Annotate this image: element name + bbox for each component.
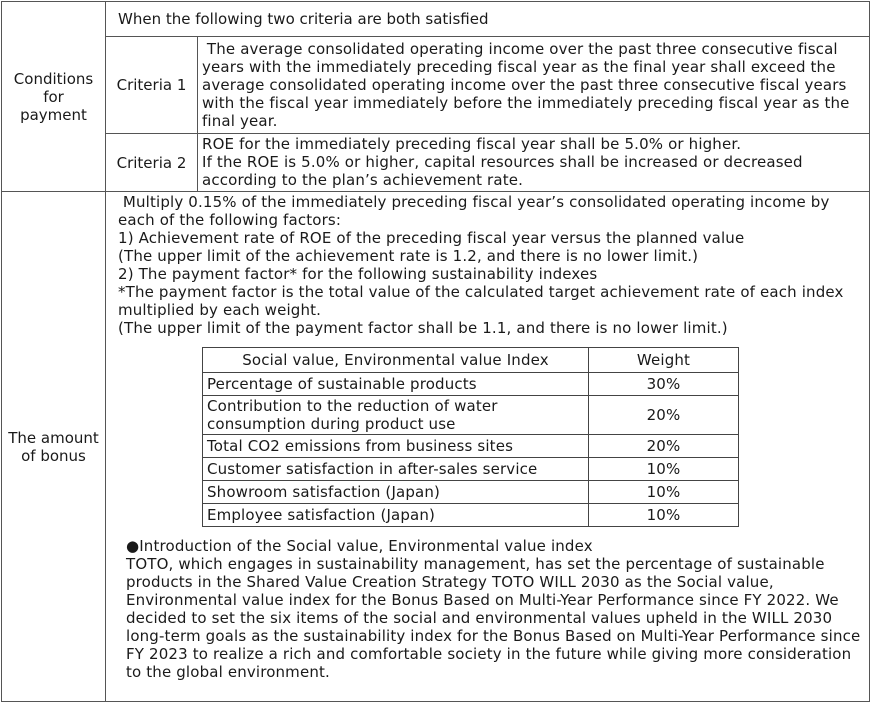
main-table	[1, 1, 870, 702]
bonus-paragraph: Multiply 0.15% of the immediately preceding fiscal year’s consolidated operating income by each of the following factors:	[118, 193, 835, 229]
table-row	[203, 504, 739, 527]
index-cell: Employee satisfaction (Japan)	[203, 504, 589, 527]
criteria-2-line: ROE for the immediately preceding fiscal year shall be 5.0% or higher.	[202, 135, 742, 153]
weight-cell: 20%	[589, 435, 739, 458]
table-row	[203, 458, 739, 481]
index-cell: Showroom satisfaction (Japan)	[203, 481, 589, 504]
bonus-row	[2, 192, 870, 702]
weight-cell: 10%	[589, 481, 739, 504]
conditions-label-cell	[2, 2, 106, 192]
criteria-2-text	[198, 134, 870, 192]
bonus-paragraph: *The payment factor is the total value of the calculated target achievement rate of each index multiplied by each weight.	[118, 283, 844, 319]
bonus-label-line: The amount	[8, 428, 99, 447]
conditions-intro-row	[2, 2, 870, 37]
weight-cell: 30%	[589, 373, 739, 396]
criteria-1-label: Criteria 1	[106, 37, 198, 134]
weight-cell: 20%	[589, 396, 739, 435]
criteria-2-line: If the ROE is 5.0% or higher, capital resources shall be increased or decreased according to the plan’s achievement rate.	[202, 153, 803, 189]
table-row	[203, 481, 739, 504]
bonus-conditions-document	[1, 1, 869, 705]
conditions-intro: When the following two criteria are both satisfied	[106, 2, 870, 37]
bonus-label-line: of bonus	[21, 446, 86, 465]
conditions-label-line: payment	[20, 105, 87, 124]
index-cell: Percentage of sustainable products	[203, 373, 589, 396]
criteria-2-label: Criteria 2	[106, 134, 198, 192]
bonus-paragraph: (The upper limit of the payment factor shall be 1.1, and there is no lower limit.)	[118, 319, 728, 337]
weights-header-row	[203, 348, 739, 373]
intro-text: TOTO, which engages in sustainability management, has set the percentage of sustainable products in the Shared Value Creation Strategy TOTO WILL 2030 as the Social value, Environmental value index for the Bonus Based on Multi-Year Performance since FY 2022. We decided to set the six items of the social and environmental values upheld in the WILL 2030 long-term goals as the sustainability index for the Bonus Based on Multi-Year Performance since FY 2023 to realize a rich and comfortable society in the future while giving more consideration to the global environment.	[126, 555, 861, 681]
weights-table	[202, 347, 739, 527]
table-row	[203, 396, 739, 435]
table-row	[203, 435, 739, 458]
conditions-label-line: Conditions	[13, 69, 94, 88]
weight-cell: 10%	[589, 504, 739, 527]
weight-cell: 10%	[589, 458, 739, 481]
index-cell: Total CO2 emissions from business sites	[203, 435, 589, 458]
bonus-paragraph: 2) The payment factor* for the following sustainability indexes	[118, 265, 598, 283]
index-cell: Contribution to the reduction of water consumption during product use	[203, 396, 589, 435]
bonus-paragraph: (The upper limit of the achievement rate is 1.2, and there is no lower limit.)	[118, 247, 699, 265]
conditions-label-line: for	[43, 87, 64, 106]
bonus-paragraph: 1) Achievement rate of ROE of the preceding fiscal year versus the planned value	[118, 229, 745, 247]
criteria-row	[2, 134, 870, 192]
table-row	[203, 373, 739, 396]
criteria-row	[2, 37, 870, 134]
criteria-1-text: The average consolidated operating income over the past three consecutive fiscal years with the immediately preceding fiscal year as the final year shall exceed the average consolidated operating income over the past three consecutive fiscal years with the fiscal year immediately before the immediately preceding fiscal year as the final year.	[198, 37, 870, 134]
weights-header-weight: Weight	[589, 348, 739, 373]
weights-header-index: Social value, Environmental value Index	[203, 348, 589, 373]
index-cell: Customer satisfaction in after-sales service	[203, 458, 589, 481]
bonus-body	[106, 192, 870, 702]
bonus-label-cell	[2, 192, 106, 702]
intro-heading: ●Introduction of the Social value, Environmental value index	[126, 537, 593, 555]
